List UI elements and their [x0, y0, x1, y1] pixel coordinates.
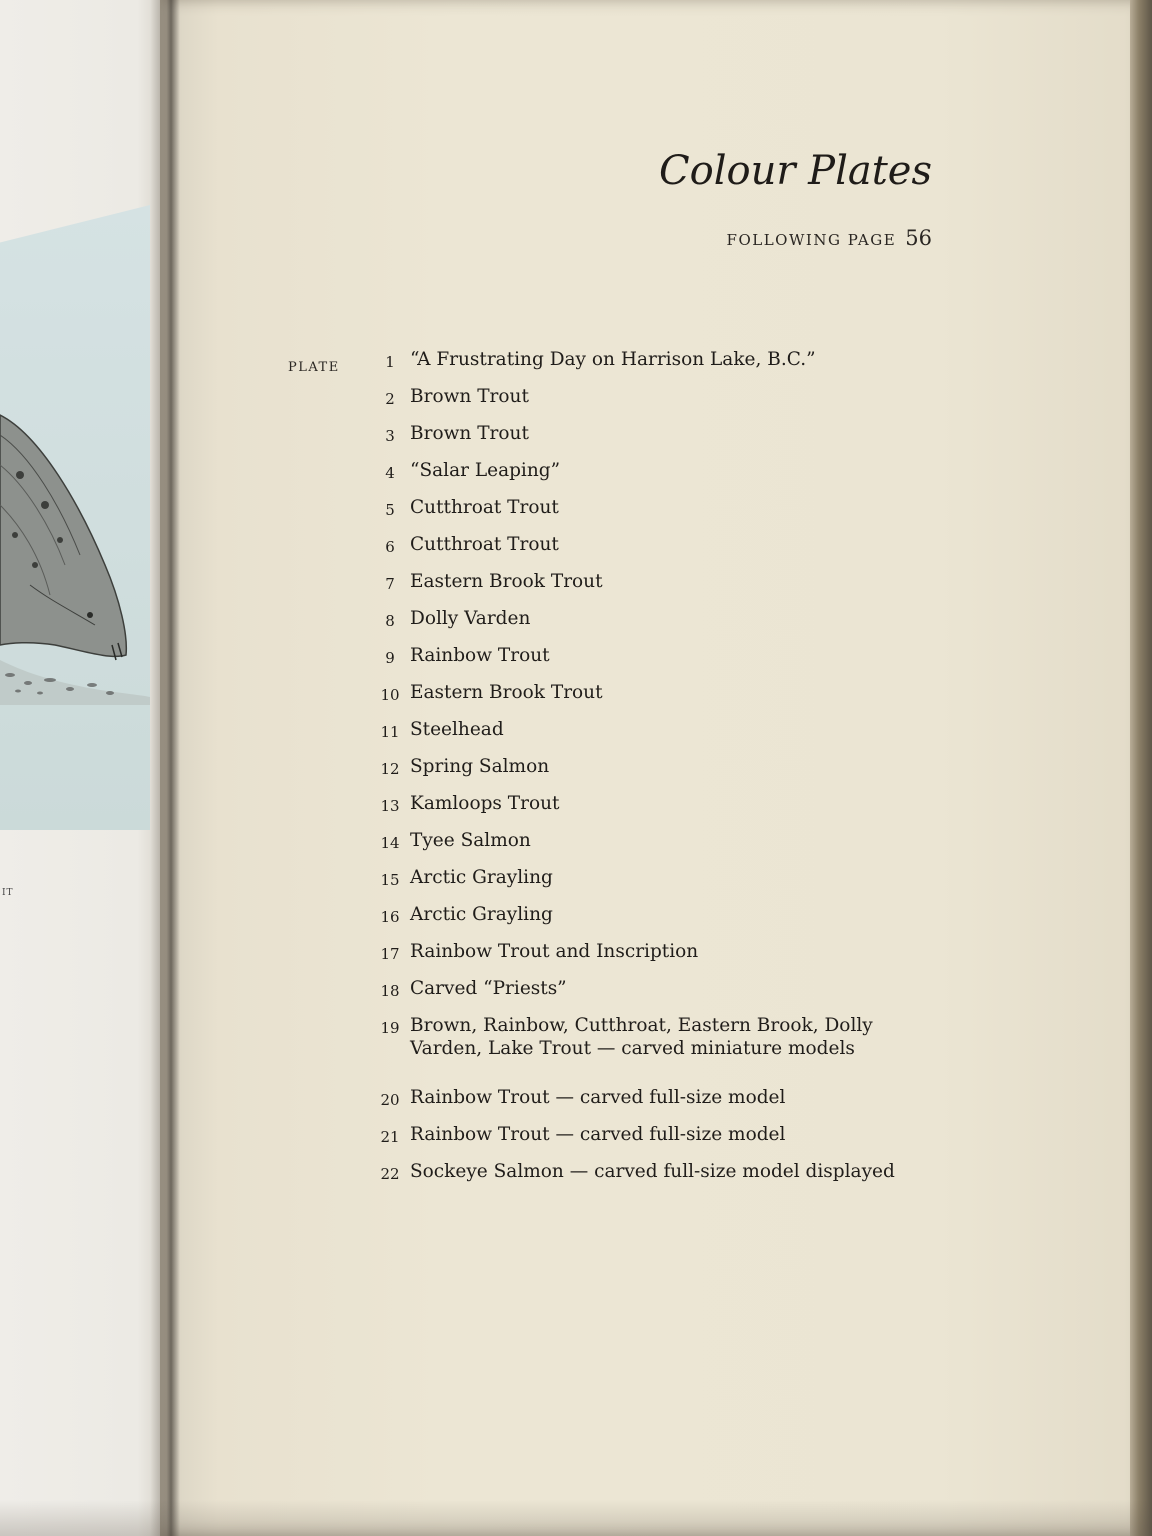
list-item [370, 940, 1010, 977]
plate-title: Rainbow Trout — carved full-size model [410, 1124, 786, 1145]
plate-title: Brown, Rainbow, Cutthroat, Eastern Brook, Dolly Varden, Lake Trout — carved miniature models [410, 1015, 873, 1059]
plate-title: Tyee Salmon [410, 830, 531, 851]
list-item [370, 792, 1010, 829]
plate-number: 7 [385, 575, 395, 593]
plate-title: Brown Trout [410, 386, 529, 407]
book-gutter [150, 0, 180, 1536]
list-item [370, 829, 1010, 866]
list-item [370, 570, 1010, 607]
plate-number: 13 [380, 797, 400, 815]
plate-number: 19 [380, 1019, 400, 1037]
list-item [370, 459, 1010, 496]
plate-number: 5 [385, 501, 395, 519]
plate-title: Cutthroat Trout [410, 534, 559, 555]
page-subtitle [727, 226, 932, 250]
list-item [370, 644, 1010, 681]
list-item [370, 1014, 1010, 1086]
list-item [370, 681, 1010, 718]
page-title: Colour Plates [659, 148, 932, 194]
plate-number: 15 [380, 871, 400, 889]
plate-title: Dolly Varden [410, 608, 531, 629]
plate-title: “A Frustrating Day on Harrison Lake, B.C.” [410, 349, 816, 370]
plate-title: Eastern Brook Trout [410, 682, 603, 703]
list-item [370, 385, 1010, 422]
plate-number: 9 [385, 649, 395, 667]
plate-number: 16 [380, 908, 400, 926]
plate-title: Arctic Grayling [410, 867, 553, 888]
list-item [370, 718, 1010, 755]
plate-number: 6 [385, 538, 395, 556]
left-page-caption: IT [2, 888, 14, 898]
plate-number: 2 [385, 390, 395, 408]
plate-title: Arctic Grayling [410, 904, 553, 925]
plate-title: Carved “Priests” [410, 978, 567, 999]
plate-title: “Salar Leaping” [410, 460, 561, 481]
list-item [370, 348, 1010, 385]
list-item [370, 755, 1010, 792]
plate-title: Kamloops Trout [410, 793, 560, 814]
list-item [370, 422, 1010, 459]
subtitle-text: FOLLOWING PAGE [726, 231, 897, 249]
fish-illustration [0, 205, 150, 830]
list-item [370, 533, 1010, 570]
plate-title: Eastern Brook Trout [410, 571, 603, 592]
plate-title: Rainbow Trout [410, 645, 550, 666]
plate-number: 8 [385, 612, 395, 630]
list-item [370, 866, 1010, 903]
list-item [370, 496, 1010, 533]
plate-number: 3 [385, 427, 395, 445]
plate-number: 11 [380, 723, 400, 741]
list-item [370, 903, 1010, 940]
plate-title: Cutthroat Trout [410, 497, 559, 518]
list-item [370, 1123, 1010, 1160]
bottom-shadow [0, 1500, 1152, 1536]
page-edge [1130, 0, 1152, 1536]
plate-label: PLATE [288, 360, 340, 375]
plate-title: Rainbow Trout and Inscription [410, 941, 699, 962]
plate-title: Sockeye Salmon — carved full-size model displayed [410, 1161, 895, 1182]
plate-number: 10 [380, 686, 400, 704]
plate-number: 12 [380, 760, 400, 778]
list-item [370, 1086, 1010, 1123]
left-facing-page [0, 0, 172, 1536]
plate-number: 14 [380, 834, 400, 852]
plate-number: 21 [380, 1128, 400, 1146]
list-item [370, 607, 1010, 644]
subtitle-page-number: 56 [905, 226, 932, 250]
plate-number: 1 [385, 353, 395, 371]
list-item [370, 977, 1010, 1014]
plates-list [370, 348, 1010, 1197]
plate-title: Rainbow Trout — carved full-size model [410, 1087, 786, 1108]
plate-title: Steelhead [410, 719, 504, 740]
plate-title: Brown Trout [410, 423, 529, 444]
plate-number: 20 [380, 1091, 400, 1109]
plate-title: Spring Salmon [410, 756, 550, 777]
plate-number: 22 [380, 1165, 400, 1183]
plate-number: 17 [380, 945, 400, 963]
plate-number: 18 [380, 982, 400, 1000]
plate-number: 4 [385, 464, 395, 482]
list-item [370, 1160, 1010, 1197]
